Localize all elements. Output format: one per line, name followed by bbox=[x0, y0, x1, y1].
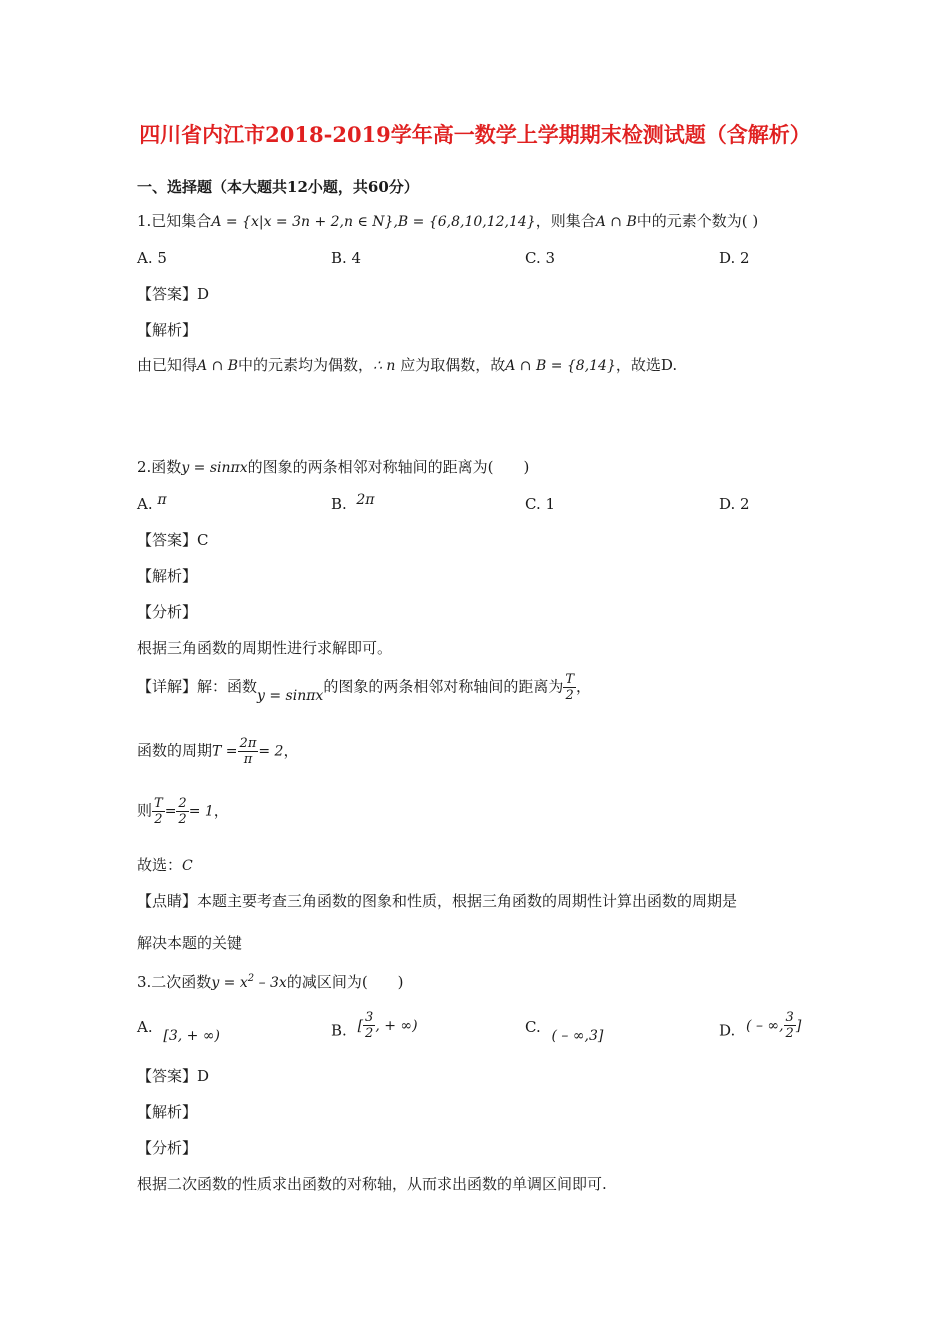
q1-sol-math-c: A ∩ B = {8,14} bbox=[505, 358, 616, 374]
q2-period-eq: = 2 bbox=[258, 743, 284, 760]
q2-answer: 【答案】C bbox=[137, 531, 209, 549]
q2-dianjing-cont: 解决本题的关键 bbox=[137, 934, 243, 952]
q2-choose-math: C bbox=[182, 858, 193, 874]
q3-option-c bbox=[525, 1016, 604, 1044]
q3-option-d bbox=[719, 1010, 802, 1047]
q2-option-a-math: π bbox=[157, 492, 167, 508]
q3-suffix: 的减区间为( ) bbox=[286, 973, 404, 991]
q3-option-b bbox=[331, 1010, 418, 1047]
q3-option-b-bracket: [ bbox=[357, 1017, 364, 1034]
q2-option-a-label: A. bbox=[137, 495, 153, 513]
q3-option-d-num: 3 bbox=[785, 1010, 794, 1025]
q1-option-a: A. 5 bbox=[137, 249, 167, 267]
q2-option-b-math: 2π bbox=[356, 492, 375, 508]
q3-option-d-label: D. bbox=[719, 1021, 736, 1040]
q2-frac-t2 bbox=[152, 796, 165, 827]
q2-detail-text-b: 的图象的两条相邻对称轴间的距离为 bbox=[323, 677, 564, 696]
q3-prefix: 3.二次函数 bbox=[137, 973, 212, 991]
q1-math-intersection: A ∩ B bbox=[595, 214, 637, 230]
q2-detail-math: y = sinπx bbox=[257, 687, 324, 704]
q3-option-d-open: ( – ∞, bbox=[746, 1017, 784, 1034]
q3-option-c-math: ( – ∞,3] bbox=[551, 1028, 604, 1044]
q2-choose bbox=[137, 854, 193, 877]
q1-math-sets: A = {x|x = 3n + 2,n ∈ N},B = {6,8,10,12,14} bbox=[211, 214, 536, 230]
q3-analysis-label: 【解析】 bbox=[137, 1103, 198, 1121]
q3-math-b: – 3x bbox=[254, 975, 287, 991]
q2-period-text: 函数的周期 bbox=[137, 741, 213, 760]
q1-option-c: C. 3 bbox=[525, 249, 556, 267]
question-3 bbox=[137, 968, 404, 994]
q2-option-c: C. 1 bbox=[525, 495, 556, 513]
q2-period-math: T = bbox=[212, 743, 238, 760]
q2-option-b bbox=[331, 493, 374, 516]
q3-option-b-den: 2 bbox=[365, 1026, 374, 1041]
q2-frac-den: 2 bbox=[565, 688, 574, 703]
q2-suffix: 的图象的两条相邻对称轴间的距离为( ) bbox=[247, 458, 530, 476]
q2-then-eq1: = bbox=[164, 803, 177, 820]
q3-option-b-rest: , + ∞) bbox=[375, 1017, 418, 1034]
q1-solution bbox=[137, 354, 677, 377]
q2-then-den-2b: 2 bbox=[178, 812, 187, 827]
q3-answer: 【答案】D bbox=[137, 1067, 210, 1085]
q1-analysis-label: 【解析】 bbox=[137, 321, 198, 339]
q1-mid: ，则集合 bbox=[535, 212, 596, 230]
document-title: 四川省内江市2018-2019学年高一数学上学期期末检测试题（含解析） bbox=[139, 122, 811, 147]
q2-analysis-label: 【解析】 bbox=[137, 567, 198, 585]
q2-math-function: y = sinπx bbox=[181, 460, 248, 476]
q3-option-d-frac bbox=[784, 1010, 796, 1041]
q1-sol-math-b: ∴ n bbox=[373, 358, 396, 374]
q2-frac-2pi: 2π bbox=[239, 736, 257, 751]
q1-sol-text-c: 应为取偶数，故 bbox=[395, 356, 506, 374]
question-1 bbox=[137, 210, 758, 233]
q2-then-text: 则 bbox=[137, 801, 153, 820]
q2-choose-text: 故选： bbox=[137, 856, 183, 874]
q2-comma: ， bbox=[576, 677, 592, 696]
q2-frac-t-over-2 bbox=[563, 672, 576, 703]
q2-then-num-2: 2 bbox=[178, 796, 187, 811]
q1-option-d: D. 2 bbox=[719, 249, 750, 267]
q3-math-sup: 2 bbox=[247, 973, 255, 984]
q2-comma-3: ， bbox=[213, 801, 229, 820]
q2-comma-2: ， bbox=[283, 741, 299, 760]
q3-fenxi-text: 根据二次函数的性质求出函数的对称轴，从而求出函数的单调区间即可. bbox=[137, 1175, 607, 1193]
q3-option-b-math bbox=[357, 1010, 418, 1041]
q2-fenxi-text: 根据三角函数的周期性进行求解即可。 bbox=[137, 639, 393, 657]
q1-sol-text-b: 中的元素均为偶数， bbox=[238, 356, 374, 374]
q3-option-b-num: 3 bbox=[365, 1010, 374, 1025]
q3-fenxi-label: 【分析】 bbox=[137, 1139, 198, 1157]
q1-suffix: 中的元素个数为( ) bbox=[636, 212, 759, 230]
q1-sol-math-a: A ∩ B bbox=[197, 358, 239, 374]
q3-option-b-label: B. bbox=[331, 1021, 347, 1040]
question-2 bbox=[137, 456, 529, 479]
q1-sol-text-a: 由已知得 bbox=[137, 356, 198, 374]
q2-fenxi-label: 【分析】 bbox=[137, 603, 198, 621]
q1-option-b: B. 4 bbox=[331, 249, 362, 267]
q2-dianjing: 【点睛】本题主要考查三角函数的图象和性质，根据三角函数的周期性计算出函数的周期是 bbox=[137, 892, 738, 910]
q3-option-a-math: [3, + ∞) bbox=[163, 1028, 220, 1044]
q2-then-den-2: 2 bbox=[154, 812, 163, 827]
q3-option-b-frac bbox=[363, 1010, 375, 1041]
q2-then-eq2: = 1 bbox=[188, 803, 214, 820]
q2-then-num-t: T bbox=[154, 796, 163, 811]
q3-option-a bbox=[137, 1016, 220, 1044]
q3-option-c-label: C. bbox=[525, 1018, 541, 1036]
q2-prefix: 2.函数 bbox=[137, 458, 182, 476]
q2-detail-text-a: 【详解】解：函数 bbox=[137, 677, 258, 696]
q1-prefix: 1.已知集合 bbox=[137, 212, 212, 230]
q3-math-a: y = x bbox=[211, 975, 248, 991]
q2-option-b-label: B. bbox=[331, 495, 347, 513]
q2-detail bbox=[137, 672, 591, 703]
section-header: 一、选择题（本大题共12小题，共60分） bbox=[137, 178, 419, 196]
q2-frac-22 bbox=[176, 796, 188, 827]
q2-frac-num: T bbox=[565, 672, 575, 687]
q3-option-d-den: 2 bbox=[785, 1026, 794, 1041]
q2-frac-2pi-over-pi bbox=[238, 736, 259, 767]
q3-option-d-math bbox=[746, 1010, 802, 1041]
q2-period bbox=[137, 736, 298, 767]
q1-answer: 【答案】D bbox=[137, 285, 210, 303]
q2-frac-pi: π bbox=[243, 752, 253, 767]
q2-option-d: D. 2 bbox=[719, 495, 750, 513]
q3-option-a-label: A. bbox=[137, 1018, 153, 1036]
q2-option-a bbox=[137, 493, 167, 516]
q3-option-d-close: ] bbox=[795, 1017, 802, 1034]
q1-sol-text-d: ，故选D. bbox=[615, 356, 678, 374]
q2-then bbox=[137, 796, 229, 827]
